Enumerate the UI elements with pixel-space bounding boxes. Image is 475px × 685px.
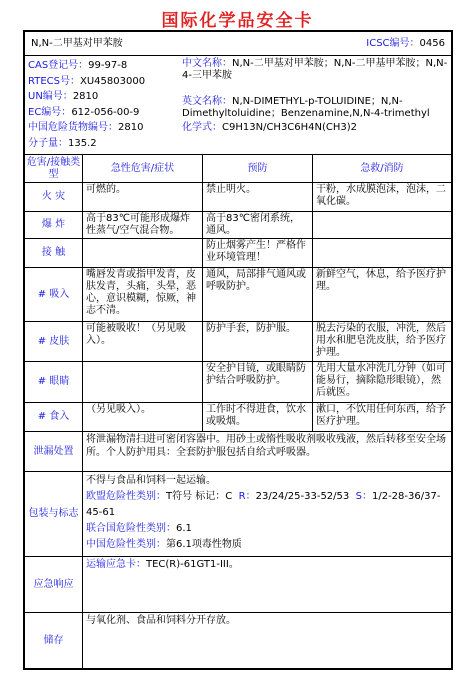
row-type: # 食入 (25, 403, 83, 431)
emergency-prefix: 运输应急卡： (86, 559, 146, 570)
emergency-content (83, 557, 451, 612)
r-label: R： (238, 491, 256, 502)
eu-label: 欧盟危险性类别： (86, 491, 166, 502)
rtecs-row (28, 74, 178, 90)
packaging-content (83, 472, 451, 556)
row-symptom: （另见吸入）。 (83, 403, 203, 431)
un-row (28, 89, 178, 105)
identity-names (182, 58, 450, 134)
eu-text: T符号 标记：C (166, 491, 233, 502)
table-row (25, 183, 451, 212)
s-text: 1/2-28-36/37-45-61 (86, 491, 441, 518)
row-symptom: 高于83℃可能形成爆炸性蒸气/空气混合物。 (83, 212, 203, 238)
emergency-text: TEC(R)-61GT1-III。 (146, 559, 239, 570)
cn-class (86, 537, 448, 553)
row-aid: 新鲜空气，休息，给予医疗护理。 (316, 269, 446, 292)
row-aid (313, 239, 451, 267)
row-symptom: 可燃的。 (83, 183, 203, 211)
spill-label: 泄漏处置 (25, 432, 83, 471)
zh-name (182, 58, 450, 82)
en-name (182, 96, 450, 120)
mw-label: 分子量： (28, 137, 68, 149)
identity-codes (28, 58, 178, 151)
cn-row (28, 120, 178, 136)
row-symptom: 嘴唇发青或指甲发青，皮肤发青，头痛，头晕，恶心，意识模糊，惊厥，神志不清。 (83, 268, 203, 321)
row-prevention: 防护手套，防护服。 (203, 322, 313, 361)
row-type: 火 灾 (25, 183, 83, 211)
packaging-label: 包装与标志 (25, 472, 83, 556)
row-prevention: 通风，局部排气通风或呼吸防护。 (203, 268, 313, 321)
spill-text: 将泄漏物清扫进可密闭容器中。用砂土或惰性吸收剂吸收残液，然后转移至安全场所。个人防护用具：全套防护服包括自给式呼吸器。 (86, 434, 446, 458)
storage-label: 储存 (25, 613, 83, 668)
row-prevention: 高于83℃密闭系统，通风。 (203, 212, 313, 238)
row-type: # 皮肤 (25, 322, 83, 361)
row-symptom (83, 239, 203, 267)
row-type: # 眼睛 (25, 362, 83, 402)
row-symptom (83, 362, 203, 402)
cn-value: 2810 (118, 122, 144, 133)
emergency-label: 应急响应 (25, 557, 83, 612)
packaging-line1: 不得与食品和饲料一起运输。 (86, 475, 216, 486)
card-header (25, 32, 451, 56)
un-label: UN编号： (28, 91, 73, 102)
formula (182, 122, 450, 134)
row-aid (313, 212, 451, 238)
cn-class-text: 第6.1项毒性物质 (166, 539, 242, 550)
table-row (25, 268, 451, 322)
row-prevention: 安全护目镜，或眼睛防护结合呼吸防护。 (203, 362, 313, 402)
row-type: 爆 炸 (25, 212, 83, 238)
icsc-label: ICSC编号： (366, 38, 420, 49)
zh-name-label: 中文名称： (182, 58, 232, 69)
icsc-value: 0456 (419, 38, 445, 49)
identity-block (25, 56, 451, 155)
spill-row (25, 432, 451, 472)
cas-value: 99-97-8 (88, 60, 128, 71)
table-row (25, 212, 451, 239)
un-value: 2810 (72, 91, 99, 102)
col-header-type: 危害/接触类型 (25, 155, 83, 182)
r-text: 23/24/25-33-52/53 (255, 491, 350, 502)
ec-label: EC编号： (28, 106, 72, 118)
s-label: S： (355, 491, 372, 502)
hazard-header-row (25, 155, 451, 183)
row-type: # 吸入 (25, 268, 83, 321)
packaging-row (25, 472, 451, 557)
en-name-label: 英文名称： (182, 96, 232, 107)
row-aid: 先用大量水冲洗几分钟（如可能易行，摘除隐形眼镜），然后就医。 (316, 363, 446, 398)
mw-row (28, 136, 178, 152)
col-header-prevention: 预防 (203, 155, 313, 182)
table-row (25, 239, 451, 268)
un-class-text: 6.1 (176, 523, 192, 534)
row-aid: 脱去污染的衣服，冲洗，然后用水和肥皂洗皮肤，给予医疗护理。 (316, 323, 446, 358)
table-row (25, 403, 451, 432)
row-aid: 干粉，水成膜泡沫，泡沫，二氧化碳。 (316, 184, 446, 207)
un-class (86, 521, 448, 537)
chemical-name: N,N-二甲基对甲苯胺 (31, 38, 123, 49)
storage-text: 与氧化剂、食品和饲料分开存放。 (86, 615, 236, 626)
icsc-number (366, 38, 445, 50)
ec-row (28, 105, 178, 121)
cas-row (28, 58, 178, 74)
row-aid: 漱口，不饮用任何东西，给予医疗护理。 (316, 404, 446, 427)
formula-value: C9H13N/CH3C6H4N(CH3)2 (222, 122, 358, 133)
rtecs-value: XU45803000 (79, 75, 146, 87)
cas-label: CAS登记号： (28, 60, 89, 71)
table-row (25, 322, 451, 362)
un-class-label: 联合国危险性类别： (86, 523, 176, 534)
row-prevention: 防止烟雾产生！严格作业环境管理！ (203, 239, 313, 267)
col-header-aid: 急救/消防 (360, 162, 404, 174)
formula-label: 化学式： (182, 122, 222, 133)
table-row (25, 362, 451, 403)
cn-class-label: 中国危险性类别： (86, 539, 166, 550)
rtecs-label: RTECS号： (28, 75, 80, 87)
ec-value: 612-056-00-9 (71, 106, 140, 118)
col-header-symptom: 急性危害/症状 (83, 155, 203, 182)
zh-name-value: N,N-二甲基对甲苯胺；N,N-二甲基甲苯胺；N,N-4-三甲苯胺 (182, 58, 448, 81)
emergency-row (25, 557, 451, 613)
mw-value: 135.2 (68, 137, 97, 149)
row-symptom: 可能被吸收！（另见吸入）。 (83, 322, 203, 361)
page-title: 国际化学品安全卡 (161, 11, 314, 31)
row-prevention: 工作时不得进食，饮水或吸烟。 (203, 403, 313, 431)
row-prevention: 禁止明火。 (203, 183, 313, 211)
row-type: 接 触 (25, 239, 83, 267)
storage-row (25, 613, 451, 668)
cn-label: 中国危险货物编号： (28, 122, 118, 133)
en-name-value: N,N-DIMETHYL-p-TOLUIDINE；N,N-Dimethyltoluidine；Benzenamine,N,N-4-trimethyl (182, 96, 430, 119)
eu-class (86, 489, 448, 521)
safety-card (23, 30, 453, 670)
